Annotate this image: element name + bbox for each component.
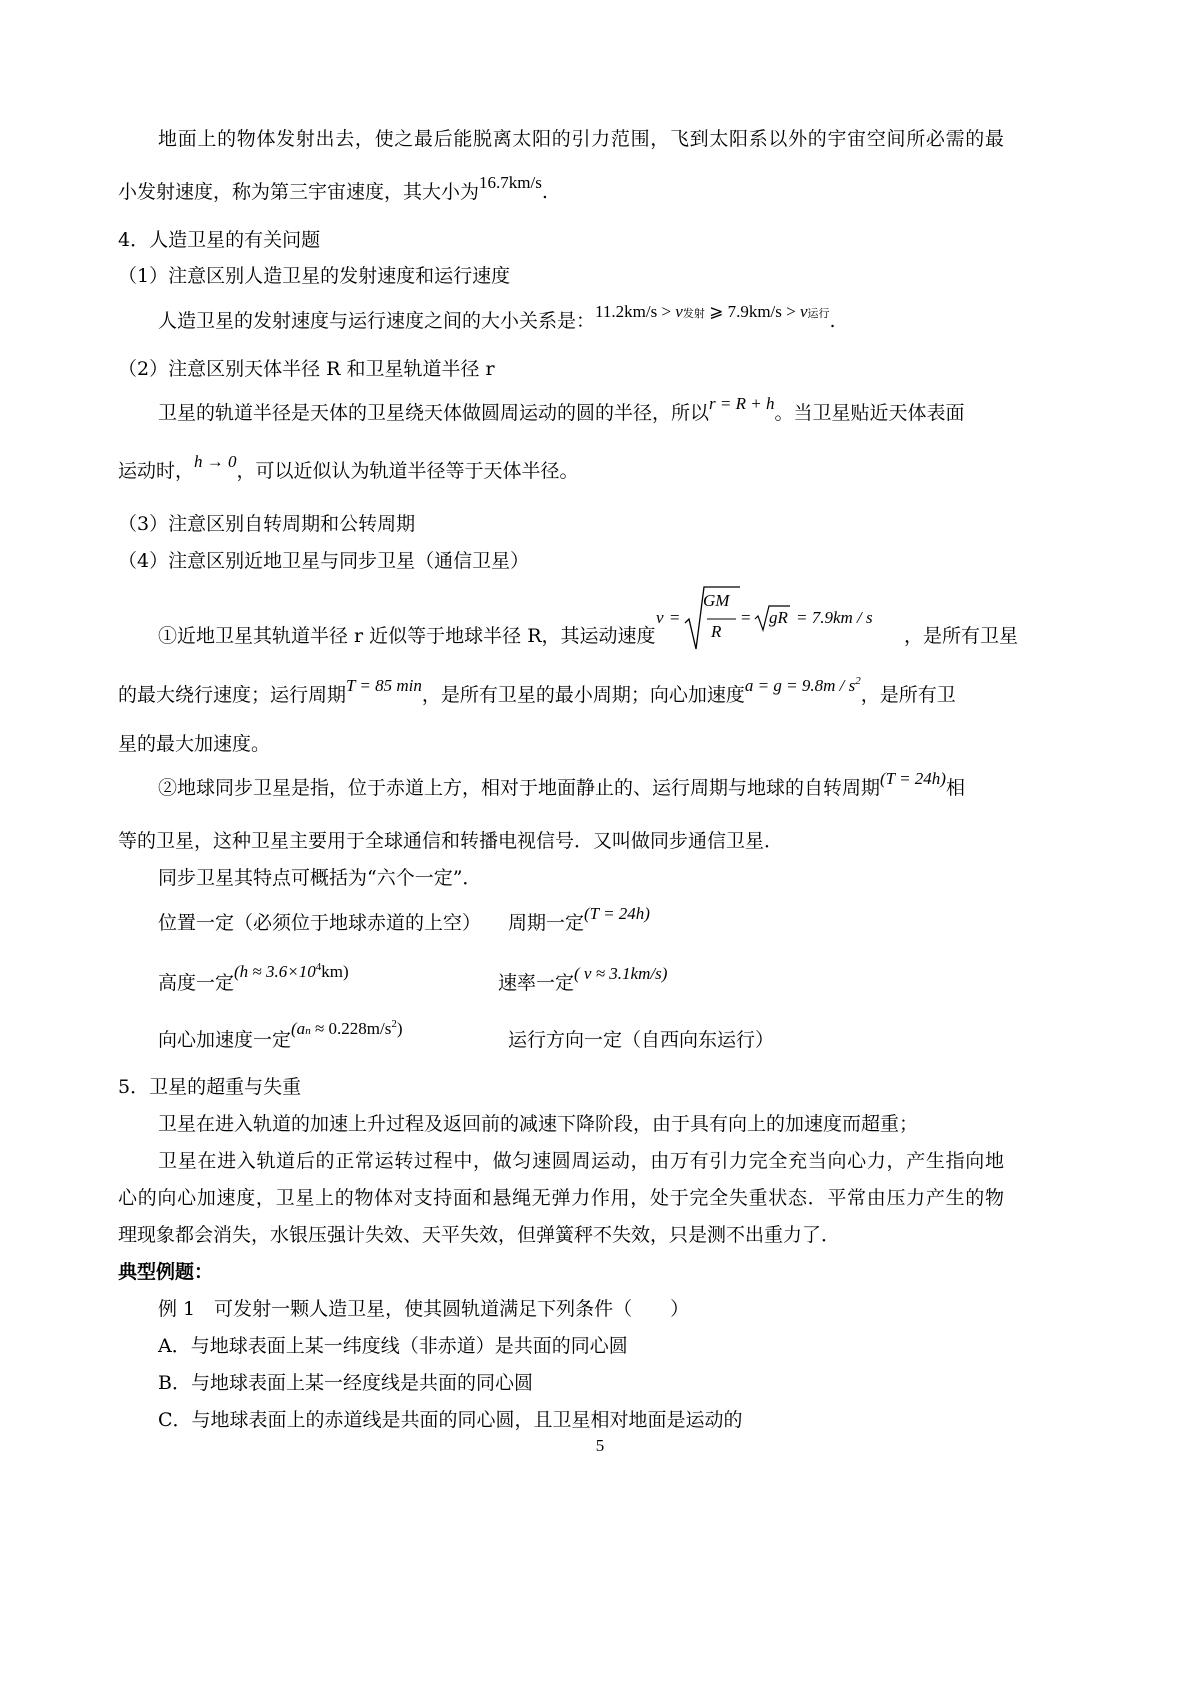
formula-h-limit: h → 0 <box>194 452 237 471</box>
para-line: 等的卫星，这种卫星主要用于全球通信和转播电视信号．又叫做同步通信卫星． <box>118 830 784 852</box>
section-heading: 4．人造卫星的有关问题 <box>118 229 321 251</box>
para-line: 心的向心加速度，卫星上的物体对支持面和悬绳无弹力作用，处于完全失重状态．平常由压力产生的物 <box>118 1187 1004 1209</box>
formula-velocity-relation: 11.2km/s > v发射 ⩾ 7.9km/s > v运行 <box>595 302 830 321</box>
subsection-heading: （4）注意区别近地卫星与同步卫星（通信卫星） <box>118 550 530 572</box>
sync-feature-direction: 运行方向一定（自西向东运行） <box>508 1029 775 1051</box>
subsection-heading: （1）注意区别人造卫星的发射速度和运行速度 <box>118 265 511 287</box>
example-question: 例 1 可发射一颗人造卫星，使其圆轨道满足下列条件（ ） <box>158 1298 690 1320</box>
formula-min-period: T = 85 min <box>346 676 422 695</box>
section-heading-examples: 典型例题： <box>118 1261 214 1283</box>
para-line: 理现象都会消失，水银压强计失效、天平失效，但弹簧秤不失效，只是测不出重力了． <box>118 1224 841 1246</box>
para-line: 卫星在进入轨道的加速上升过程及返回前的减速下降阶段，由于具有向上的加速度而超重； <box>158 1113 919 1135</box>
para-line: 地面上的物体发射出去，使之最后能脱离太阳的引力范围，飞到太阳系以外的宇宙空间所必需的最 <box>158 128 1004 150</box>
para-line: ①近地卫星其轨道半径 r 近似等于地球半径 R，其运动速度 <box>158 625 656 647</box>
sync-feature-height: 高度一定$(h \approx 3.6\times 10^4km)$ <box>158 961 349 994</box>
option-c: C．与地球表面上的赤道线是共面的同心圆，且卫星相对地面是运动的 <box>158 1409 743 1431</box>
para-line: 人造卫星的发射速度与运行速度之间的大小关系是：11.2km/s > v发射 ⩾ 7.9km/s > v运行. <box>158 302 836 332</box>
formula-third-cosmic-velocity: 16.7km/s <box>479 173 542 192</box>
formula-orbit-radius: r = R + h <box>709 394 775 413</box>
subsection-heading: （2）注意区别天体半径 R 和卫星轨道半径 r <box>118 358 495 380</box>
sync-feature-speed: 速率一定( v ≈ 3.1km/s) <box>498 964 668 994</box>
para-line: ②地球同步卫星是指，位于赤道上方，相对于地面静止的、运行周期与地球的自转周期(T = 24h)相 <box>158 769 965 799</box>
option-b: B．与地球表面上某一经度线是共面的同心圆 <box>158 1372 533 1394</box>
para-line: 的最大绕行速度；运行周期T = 85 min，是所有卫星的最小周期；向心加速度$a = g = 9.8m / s^2$，是所有卫 <box>118 675 956 706</box>
document-page: 地面上的物体发射出去，使之最后能脱离太阳的引力范围，飞到太阳系以外的宇宙空间所必需的最 小发射速度，称为第三宇宙速度，其大小为16.7km/s. 4．人造卫星的有关问题 （1）注意区别人造卫星的发射速度和运行速度 人造卫星的发射速度与运行速度之间的大小关系是：11.2km/s > v发射 ⩾ 7.9km/s > v运行. （2）注意区别天体半径 R 和卫星轨道半径 r 卫星的轨道半径是天体的卫星绕天体做圆周运动的圆的半径，所以r = R + h。当卫星贴近天体表面 运动时，h → 0，可以近似认为轨道半径等于天体半径。 （3）注意区别自转周期和公转周期 （4）注意区别近地卫星与同步卫星（通信卫星） ①近地卫星其轨道半径 r 近似等于地球半径 R，其运动速度 ，是所有卫星 v = GM R = gR = 7.9km / s 的最大绕行速度；运行周期T = 85 min，是所有卫星的最小周期；向心加速度$a = g = 9.8m / s^2$，是所有卫 星的最大加速度。 ②地球同步卫星是指，位于赤道上方，相对于地面静止的、运行周期与地球的自转周期(T = 24h)相 等的卫星，这种卫星主要用于全球通信和转播电视信号．又叫做同步通信卫星． 同步卫星其特点可概括为“六个一定”． 位置一定（必须位于地球赤道的上空） 周期一定(T = 24h) 高度一定$(h \approx 3.6\times 10^4km)$ 速率一定( v ≈ 3.1km/s) 向心加速度一定$(an \approx 0.228m/s^2)$ 运行方向一定（自西向东运行） 5．卫星的超重与失重 卫星在进入轨道的加速上升过程及返回前的减速下降阶段，由于具有向上的加速度而超重； 卫星在进入轨道后的正常运转过程中，做匀速圆周运动，由万有引力完全充当向心力，产生指向地 心的向心加速度，卫星上的物体对支持面和悬绳无弹力作用，处于完全失重状态．平常由压力产生的物 理现象都会消失，水银压强计失效、天平失效，但弹簧秤不失效，只是测不出重力了． 典型例题： 例 1 可发射一颗人造卫星，使其圆轨道满足下列条件（ ） A．与地球表面上某一纬度线（非赤道）是共面的同心圆 B．与地球表面上某一经度线是共面的同心圆 C．与地球表面上的赤道线是共面的同心圆，且卫星相对地面是运动的 5 <box>0 0 1200 1698</box>
sync-feature-period: 周期一定(T = 24h) <box>508 904 650 934</box>
para-line: 运动时，h → 0，可以近似认为轨道半径等于天体半径。 <box>118 452 579 482</box>
page-number: 5 <box>595 1436 605 1455</box>
para-line: 卫星在进入轨道后的正常运转过程中，做匀速圆周运动，由万有引力完全充当向心力，产生指向地 <box>158 1150 1004 1172</box>
para-line: ，是所有卫星 <box>904 625 1019 647</box>
sync-feature-position: 位置一定（必须位于地球赤道的上空） <box>158 912 482 934</box>
para-line: 同步卫星其特点可概括为“六个一定”． <box>158 867 482 889</box>
section-heading: 5．卫星的超重与失重 <box>118 1076 302 1098</box>
option-a: A．与地球表面上某一纬度线（非赤道）是共面的同心圆 <box>158 1335 628 1357</box>
para-line: 卫星的轨道半径是天体的卫星绕天体做圆周运动的圆的半径，所以r = R + h。当卫星贴近天体表面 <box>158 394 965 424</box>
subsection-heading: （3）注意区别自转周期和公转周期 <box>118 513 416 535</box>
formula-max-acceleration: $a = g = 9.8m / s^2$ <box>744 675 861 695</box>
para-line: 星的最大加速度。 <box>118 733 271 755</box>
formula-sync-period: (T = 24h) <box>880 769 946 788</box>
sync-feature-acceleration: 向心加速度一定$(an \approx 0.228m/s^2)$ <box>158 1018 403 1051</box>
para-line: 小发射速度，称为第三宇宙速度，其大小为16.7km/s. <box>118 173 548 203</box>
